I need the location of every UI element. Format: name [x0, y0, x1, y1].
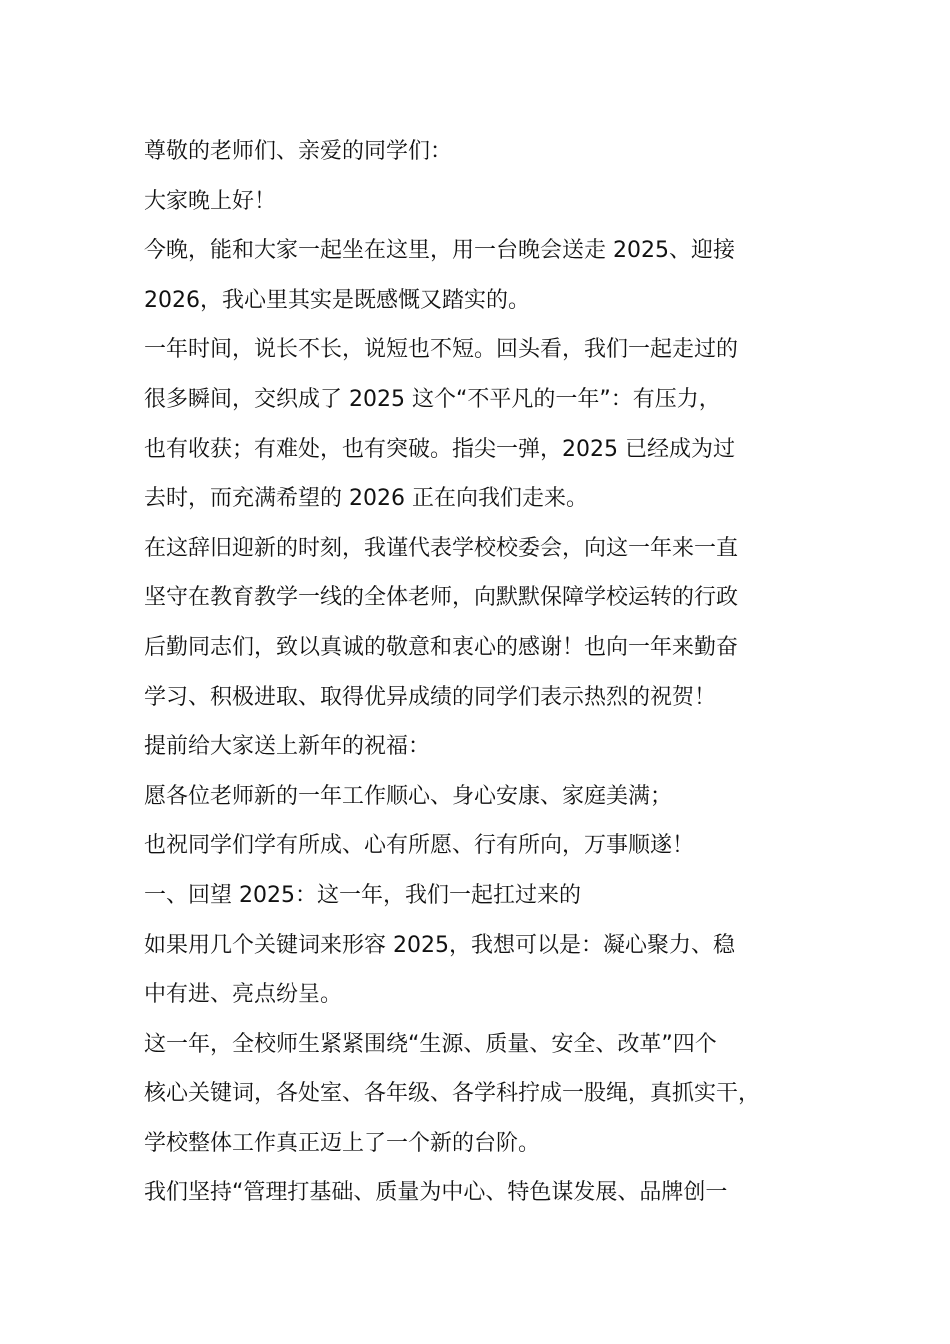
text-line: 尊敬的老师们、亲爱的同学们：: [144, 139, 453, 164]
text-line: 学习、积极进取、取得优异成绩的同学们表示热烈的祝贺！: [144, 684, 717, 710]
document-body: [144, 127, 844, 1218]
text-line: 提前给大家送上新年的祝福：: [144, 734, 431, 760]
text-line: 这一年，全校师生紧紧围绕“生源、质量、安全、改革”四个: [144, 1031, 717, 1057]
text-line: 坚守在教育教学一线的全体老师，向默默保障学校运转的行政: [144, 585, 739, 611]
text-line: 中有进、亮点纷呈。: [144, 982, 343, 1008]
text-line: 也有收获；有难处，也有突破。指尖一弹，2025 已经成为过: [144, 436, 735, 462]
text-line: 我们坚持“管理打基础、质量为中心、特色谋发展、品牌创一: [144, 1180, 728, 1206]
text-line: 2026，我心里其实是既感慨又踏实的。: [144, 287, 530, 313]
text-line: 去时，而充满希望的 2026 正在向我们走来。: [144, 486, 588, 512]
text-line: 如果用几个关键词来形容 2025，我想可以是：凝心聚力、稳: [144, 932, 735, 958]
text-line: 核心关键词，各处室、各年级、各学科拧成一股绳，真抓实干，: [144, 1081, 761, 1107]
text-line: 后勤同志们，致以真诚的敬意和衷心的感谢！也向一年来勤奋: [144, 634, 739, 660]
text-line: 在这辞旧迎新的时刻，我谨代表学校校委会，向这一年来一直: [144, 535, 739, 561]
text-line: 学校整体工作真正迈上了一个新的台阶。: [144, 1130, 541, 1156]
text-line: 也祝同学们学有所成、心有所愿、行有所向，万事顺遂！: [144, 833, 695, 859]
section-heading: 一、回望 2025：这一年，我们一起扛过来的: [144, 882, 581, 908]
text-line: 愿各位老师新的一年工作顺心、身心安康、家庭美满；: [144, 783, 673, 809]
text-line: 大家晚上好！: [144, 188, 277, 214]
text-line: 今晚，能和大家一起坐在这里，用一台晚会送走 2025、迎接: [144, 238, 735, 264]
text-line: 很多瞬间，交织成了 2025 这个“不平凡的一年”：有压力，: [144, 386, 721, 412]
text-line: 一年时间，说长不长，说短也不短。回头看，我们一起走过的: [144, 337, 739, 363]
